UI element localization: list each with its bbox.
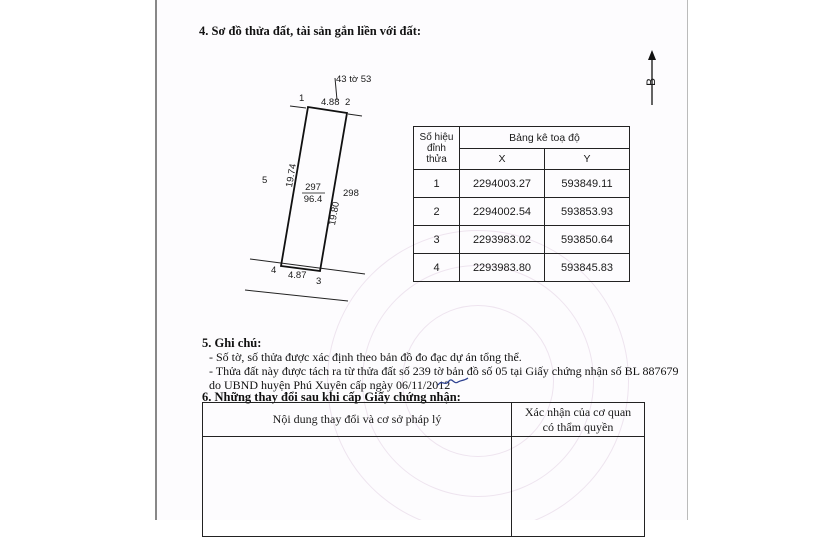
coord-x: 2293983.80 bbox=[460, 254, 545, 282]
note-line-3: do UBND huyện Phú Xuyên cấp ngày 06/11/2012 bbox=[209, 378, 451, 392]
vertex-id: 3 bbox=[414, 226, 460, 254]
neighbor-top: 43 tờ 53 bbox=[336, 74, 372, 85]
table-row bbox=[414, 198, 630, 226]
north-arrow-head bbox=[648, 50, 656, 60]
edge-bottom: 4.87 bbox=[288, 270, 307, 281]
boundary-line-top-left bbox=[290, 106, 306, 108]
coord-x: 2293983.02 bbox=[460, 226, 545, 254]
boundary-line-top-right bbox=[348, 114, 362, 116]
table-row bbox=[414, 254, 630, 282]
vertex-3: 3 bbox=[316, 276, 322, 287]
boundary-line-bottom-2 bbox=[245, 290, 348, 301]
edge-right: 19.80 bbox=[327, 200, 343, 227]
coord-y: 593845.83 bbox=[545, 254, 630, 282]
changes-content-cell bbox=[203, 437, 512, 537]
col-x-header: X bbox=[460, 149, 545, 170]
col2-line2: có thẩm quyền bbox=[542, 420, 614, 434]
col-y-header: Y bbox=[545, 149, 630, 170]
coord-y: 593849.11 bbox=[545, 170, 630, 198]
changes-col1-header: Nội dung thay đổi và cơ sở pháp lý bbox=[203, 403, 512, 437]
signature-mark bbox=[436, 375, 470, 389]
col-id-header: Số hiệu đỉnh thửa bbox=[414, 127, 460, 170]
coord-y: 593853.93 bbox=[545, 198, 630, 226]
edge-left: 19.74 bbox=[284, 162, 300, 189]
table-row bbox=[414, 170, 630, 198]
coord-x: 2294003.27 bbox=[460, 170, 545, 198]
section6-title: 6. Những thay đổi sau khi cấp Giấy chứng nhận: bbox=[202, 390, 461, 404]
vertex-4: 4 bbox=[271, 265, 277, 276]
changes-col2-header bbox=[512, 403, 645, 437]
changes-table bbox=[202, 402, 645, 537]
neighbor-left: 5 bbox=[262, 175, 268, 186]
vertex-1: 1 bbox=[299, 93, 305, 104]
north-label: B bbox=[644, 77, 658, 87]
col2-line1: Xác nhận của cơ quan bbox=[524, 405, 632, 419]
coord-y: 593850.64 bbox=[545, 226, 630, 254]
table-title: Bảng kê toạ độ bbox=[460, 127, 630, 149]
neighbor-right: 298 bbox=[343, 188, 359, 199]
coord-x: 2294002.54 bbox=[460, 198, 545, 226]
note-line-1: - Số tờ, số thửa được xác định theo bản đồ đo đạc dự án tổng thể. bbox=[209, 350, 522, 364]
coordinate-table bbox=[413, 126, 630, 282]
boundary-line-bottom bbox=[250, 259, 365, 274]
table-row bbox=[414, 226, 630, 254]
vertex-id: 2 bbox=[414, 198, 460, 226]
changes-confirm-cell bbox=[512, 437, 645, 537]
edge-top: 4.88 bbox=[321, 97, 340, 108]
vertex-id: 4 bbox=[414, 254, 460, 282]
vertex-2: 2 bbox=[345, 97, 351, 108]
vertex-id: 1 bbox=[414, 170, 460, 198]
section5-title: 5. Ghi chú: bbox=[202, 336, 262, 350]
parcel-area: 96.4 bbox=[303, 194, 323, 205]
parcel-number: 297 bbox=[305, 182, 321, 193]
note-line-2: - Thửa đất này được tách ra từ thửa đất số 239 tờ bản đồ số 05 tại Giấy chứng nhận số BL 887679 bbox=[209, 364, 679, 378]
section4-title: 4. Sơ đồ thửa đất, tài sản gắn liền với đất: bbox=[199, 24, 422, 38]
